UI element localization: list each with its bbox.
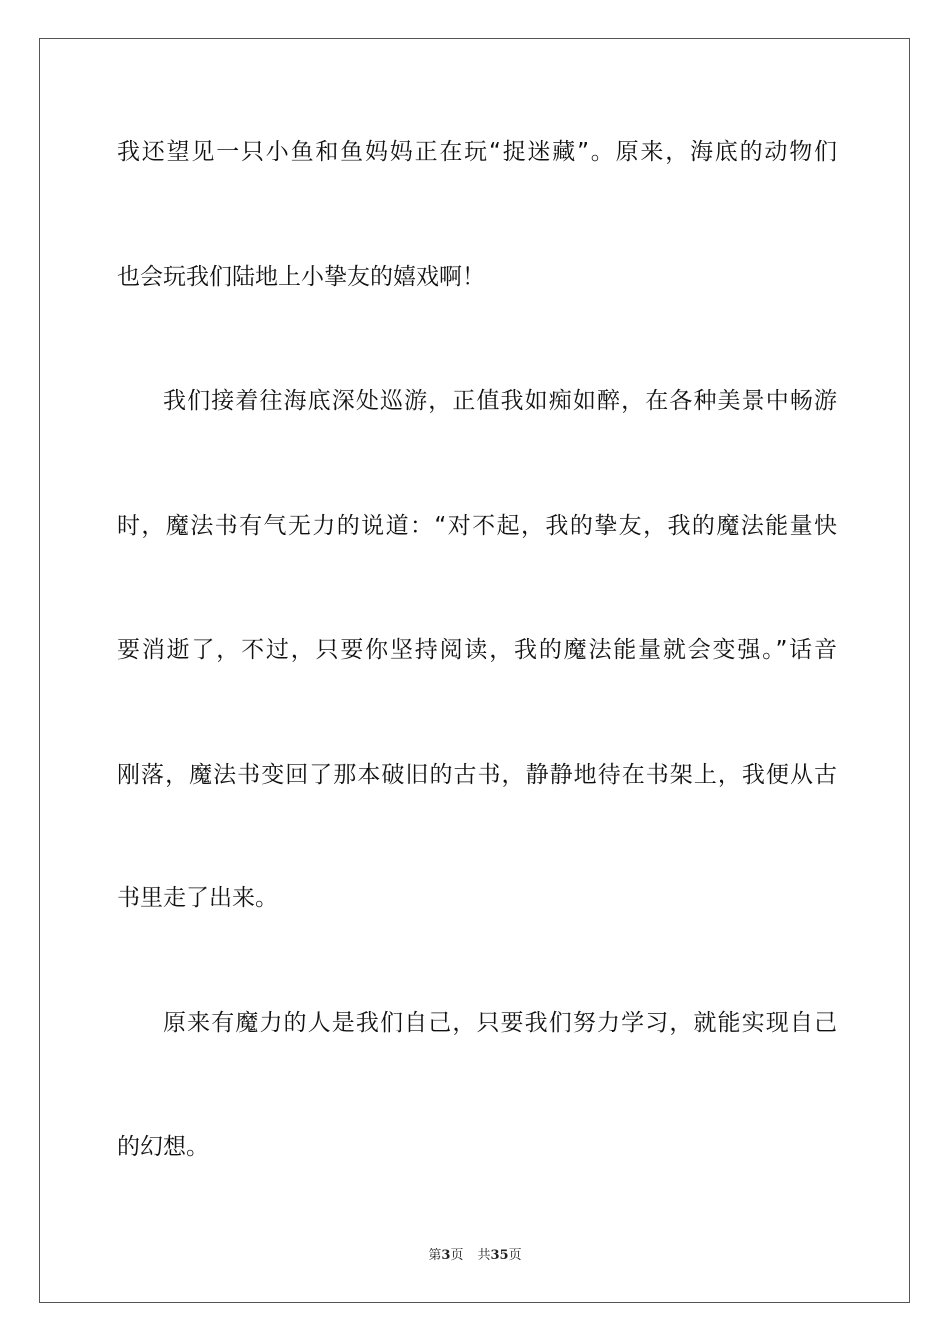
text-line-1: 我还望见一只小鱼和鱼妈妈正在玩“捉迷藏”。原来，海底的动物们: [117, 139, 837, 165]
text-line-2: 也会玩我们陆地上小挚友的嬉戏啊！: [117, 264, 485, 290]
text-line-5: 要消逝了，不过，只要你坚持阅读，我的魔法能量就会变强。”话音: [117, 637, 837, 663]
total-prefix: 共: [477, 1248, 491, 1263]
total-suffix: 页: [508, 1248, 522, 1263]
page-footer: [0, 1247, 950, 1265]
text-line-4: 时，魔法书有气无力的说道：“对不起，我的挚友，我的魔法能量快: [117, 513, 837, 539]
text-line-3: 我们接着往海底深处巡游，正值我如痴如醉，在各种美景中畅游: [163, 388, 837, 414]
page-number: 3: [441, 1248, 451, 1263]
text-line-8: 原来有魔力的人是我们自己，只要我们努力学习，就能实现自己: [163, 1010, 837, 1036]
text-line-7: 书里走了出来。: [117, 885, 278, 911]
text-line-6: 刚落，魔法书变回了那本破旧的古书，静静地待在书架上，我便从古: [117, 762, 837, 788]
page-prefix: 第: [428, 1248, 442, 1263]
text-line-9: 的幻想。: [117, 1134, 209, 1160]
page-suffix: 页: [450, 1248, 464, 1263]
page-border: [39, 38, 910, 1303]
total-pages: 35: [490, 1248, 509, 1263]
